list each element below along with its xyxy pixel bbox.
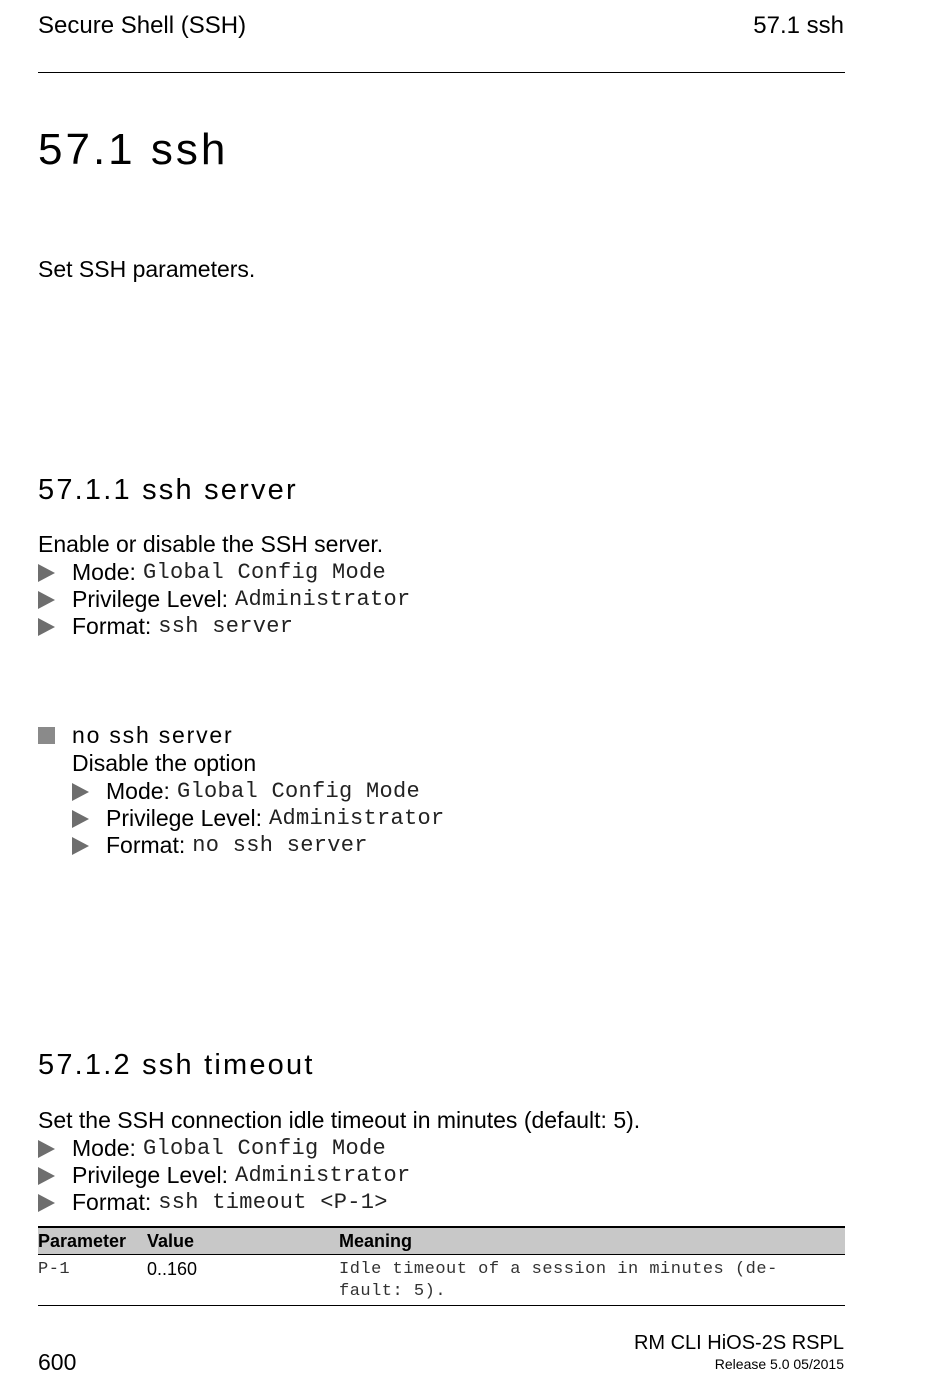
timeout-heading: 57.1.2 ssh timeout [38,1049,315,1081]
meaning-line-1: Idle timeout of a session in minutes (de- [339,1260,778,1279]
no-privilege-item [72,805,445,832]
header-rule [38,72,845,73]
server-privilege-item [38,586,411,613]
format-value: ssh timeout <P-1> [158,1190,388,1215]
timeout-format-item [38,1189,388,1216]
no-option-name: no ssh server [72,722,234,748]
no-option-description: Disable the option [72,750,257,776]
triangle-bullet-icon [38,1140,55,1158]
triangle-bullet-icon [38,618,55,636]
format-label: Format: [72,1189,152,1215]
column-header-value: Value [147,1227,339,1255]
column-header-meaning: Meaning [339,1227,845,1255]
mode-label: Mode: [72,559,136,585]
format-value: no ssh server [192,833,368,858]
no-option-item [38,722,233,749]
square-bullet-icon [38,727,55,744]
mode-label: Mode: [106,778,170,804]
privilege-value: Administrator [234,587,411,612]
privilege-value: Administrator [234,1163,411,1188]
format-label: Format: [106,832,186,858]
mode-value: Global Config Mode [142,560,386,585]
table-row [38,1255,845,1306]
privilege-label: Privilege Level: [72,586,228,612]
intro-text: Set SSH parameters. [38,256,256,282]
no-mode-item [72,778,420,805]
meaning-cell [339,1255,845,1306]
server-description: Enable or disable the SSH server. [38,531,384,557]
timeout-privilege-item [38,1162,411,1189]
server-format-item [38,613,293,640]
triangle-bullet-icon [72,837,89,855]
triangle-bullet-icon [38,564,55,582]
server-mode-item [38,559,386,586]
privilege-label: Privilege Level: [72,1162,228,1188]
release-info: Release 5.0 05/2015 [714,1356,844,1372]
header-chapter: Secure Shell (SSH) [38,12,247,39]
value-cell: 0..160 [147,1255,339,1306]
page-number: 600 [38,1349,77,1375]
document-title: RM CLI HiOS-2S RSPL [633,1332,844,1354]
triangle-bullet-icon [38,1167,55,1185]
timeout-description: Set the SSH connection idle timeout in minutes (default: 5). [38,1107,641,1133]
mode-label: Mode: [72,1135,136,1161]
header-section: 57.1 ssh [753,12,844,39]
no-format-item [72,832,368,859]
page-title: 57.1 ssh [38,125,229,174]
format-label: Format: [72,613,152,639]
triangle-bullet-icon [72,783,89,801]
triangle-bullet-icon [72,810,89,828]
timeout-mode-item [38,1135,386,1162]
meaning-line-2: fault: 5). [339,1282,447,1301]
parameter-cell: P-1 [38,1255,147,1306]
parameter-table [38,1226,845,1306]
triangle-bullet-icon [38,1194,55,1212]
mode-value: Global Config Mode [142,1136,386,1161]
column-header-parameter: Parameter [38,1227,147,1255]
server-heading: 57.1.1 ssh server [38,474,298,506]
format-value: ssh server [158,614,294,639]
privilege-label: Privilege Level: [106,805,262,831]
table-header-row [38,1227,845,1255]
triangle-bullet-icon [38,591,55,609]
privilege-value: Administrator [268,806,445,831]
mode-value: Global Config Mode [176,779,420,804]
